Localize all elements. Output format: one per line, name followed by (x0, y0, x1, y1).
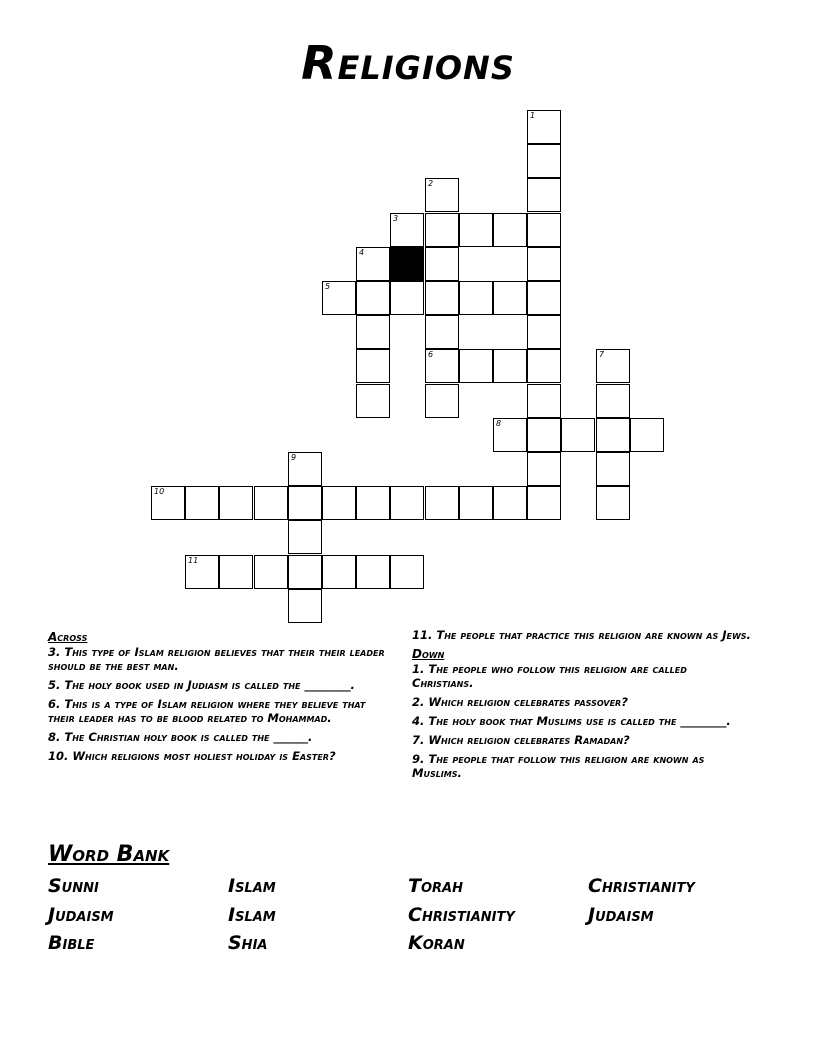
grid-cell[interactable] (425, 315, 459, 349)
clue-number: 7 (599, 350, 605, 359)
grid-cell[interactable] (527, 144, 561, 178)
grid-cell[interactable] (425, 384, 459, 418)
grid-cell[interactable] (288, 520, 322, 554)
down-clue-7: 7. Which religion celebrates Ramadan? (412, 733, 630, 747)
word-bank-item: Christianity (588, 875, 695, 897)
grid-cell[interactable] (459, 349, 493, 383)
across-heading: Across (48, 630, 88, 644)
grid-cell[interactable] (561, 418, 595, 452)
grid-cell[interactable] (493, 486, 527, 520)
grid-cell[interactable] (459, 213, 493, 247)
grid-cell[interactable] (390, 486, 424, 520)
clue-number: 5 (325, 282, 331, 291)
grid-cell[interactable] (527, 452, 561, 486)
clue-number: 3 (393, 214, 399, 223)
clue-number: 9 (291, 453, 297, 462)
word-bank-item: Sunni (48, 875, 99, 897)
grid-cell[interactable] (459, 486, 493, 520)
grid-cell[interactable] (425, 349, 459, 383)
grid-cell[interactable] (356, 281, 390, 315)
word-bank-item: Islam (228, 904, 276, 926)
across-clue-10: 10. Which religions most holiest holiday is Easter? (48, 749, 336, 763)
grid-cell[interactable] (527, 418, 561, 452)
grid-cell[interactable] (493, 213, 527, 247)
grid-cell[interactable] (322, 281, 356, 315)
grid-cell[interactable] (527, 384, 561, 418)
across-clue-3: 3. This type of Islam religion believes that their their leader should be the best man. (48, 645, 385, 673)
grid-cell[interactable] (390, 281, 424, 315)
clue-number: 6 (428, 350, 434, 359)
grid-cell[interactable] (425, 486, 459, 520)
grid-cell[interactable] (527, 486, 561, 520)
grid-cell[interactable] (527, 281, 561, 315)
clue-number: 2 (428, 179, 434, 188)
grid-cell[interactable] (493, 418, 527, 452)
grid-cell[interactable] (596, 349, 630, 383)
across-clue-8: 8. The Christian holy book is called the ______. (48, 730, 313, 744)
down-clue-4: 4. The holy book that Muslims use is called the ________. (412, 714, 731, 728)
grid-cell[interactable] (288, 589, 322, 623)
grid-cell[interactable] (596, 418, 630, 452)
down-clue-2: 2. Which religion celebrates passover? (412, 695, 628, 709)
word-bank-item: Islam (228, 875, 276, 897)
grid-cell[interactable] (527, 213, 561, 247)
across-clue-5: 5. The holy book used in Judiasm is called the ________. (48, 678, 355, 692)
page-title: Religions (301, 36, 515, 90)
grid-cell[interactable] (254, 555, 288, 589)
clue-number: 1 (530, 111, 536, 120)
grid-cell[interactable] (356, 384, 390, 418)
grid-cell[interactable] (288, 486, 322, 520)
grid-cell[interactable] (425, 178, 459, 212)
word-bank-item: Shia (228, 932, 268, 954)
grid-cell[interactable] (185, 555, 219, 589)
grid-cell[interactable] (356, 555, 390, 589)
across-clue-11: 11. The people that practice this religion are known as Jews. (412, 628, 751, 642)
grid-cell[interactable] (151, 486, 185, 520)
grid-cell[interactable] (630, 418, 664, 452)
grid-cell[interactable] (596, 486, 630, 520)
grid-cell[interactable] (219, 555, 253, 589)
word-bank-item: Christianity (408, 904, 515, 926)
grid-cell[interactable] (356, 315, 390, 349)
grid-cell[interactable] (425, 281, 459, 315)
word-bank-item: Koran (408, 932, 465, 954)
grid-cell[interactable] (185, 486, 219, 520)
word-bank-item: Bible (48, 932, 95, 954)
clue-number: 4 (359, 248, 365, 257)
grid-cell[interactable] (390, 555, 424, 589)
grid-cell[interactable] (425, 247, 459, 281)
grid-cell[interactable] (288, 452, 322, 486)
grid-cell[interactable] (493, 281, 527, 315)
grid-cell[interactable] (356, 486, 390, 520)
grid-cell[interactable] (390, 213, 424, 247)
word-bank-item: Judaism (588, 904, 654, 926)
grid-cell[interactable] (527, 178, 561, 212)
grid-cell[interactable] (527, 110, 561, 144)
down-clue-9: 9. The people that follow this religion are known as Muslims. (412, 752, 705, 780)
grid-cell[interactable] (322, 555, 356, 589)
down-clue-1: 1. The people who follow this religion are called Christians. (412, 662, 687, 690)
word-bank-item: Torah (408, 875, 463, 897)
grid-cell[interactable] (527, 247, 561, 281)
grid-cell[interactable] (425, 213, 459, 247)
down-heading: Down (412, 647, 445, 661)
grid-cell[interactable] (493, 349, 527, 383)
grid-cell[interactable] (322, 486, 356, 520)
clues-right-column (412, 628, 752, 785)
clue-number: 10 (154, 487, 165, 496)
grid-cell[interactable] (596, 452, 630, 486)
grid-cell[interactable] (219, 486, 253, 520)
clue-number: 8 (496, 419, 502, 428)
grid-cell[interactable] (356, 247, 390, 281)
grid-cell[interactable] (527, 315, 561, 349)
clue-number: 11 (188, 556, 199, 565)
across-clue-6: 6. This is a type of Islam religion where they believe that their leader has to be blood related to Mohammad. (48, 697, 366, 725)
grid-block-cell (390, 247, 424, 281)
grid-cell[interactable] (596, 384, 630, 418)
grid-cell[interactable] (459, 281, 493, 315)
grid-cell[interactable] (254, 486, 288, 520)
word-bank-title: Word Bank (48, 842, 170, 867)
grid-cell[interactable] (527, 349, 561, 383)
clues-left-column (48, 628, 388, 768)
grid-cell[interactable] (356, 349, 390, 383)
grid-cell[interactable] (288, 555, 322, 589)
word-bank-item: Judaism (48, 904, 114, 926)
